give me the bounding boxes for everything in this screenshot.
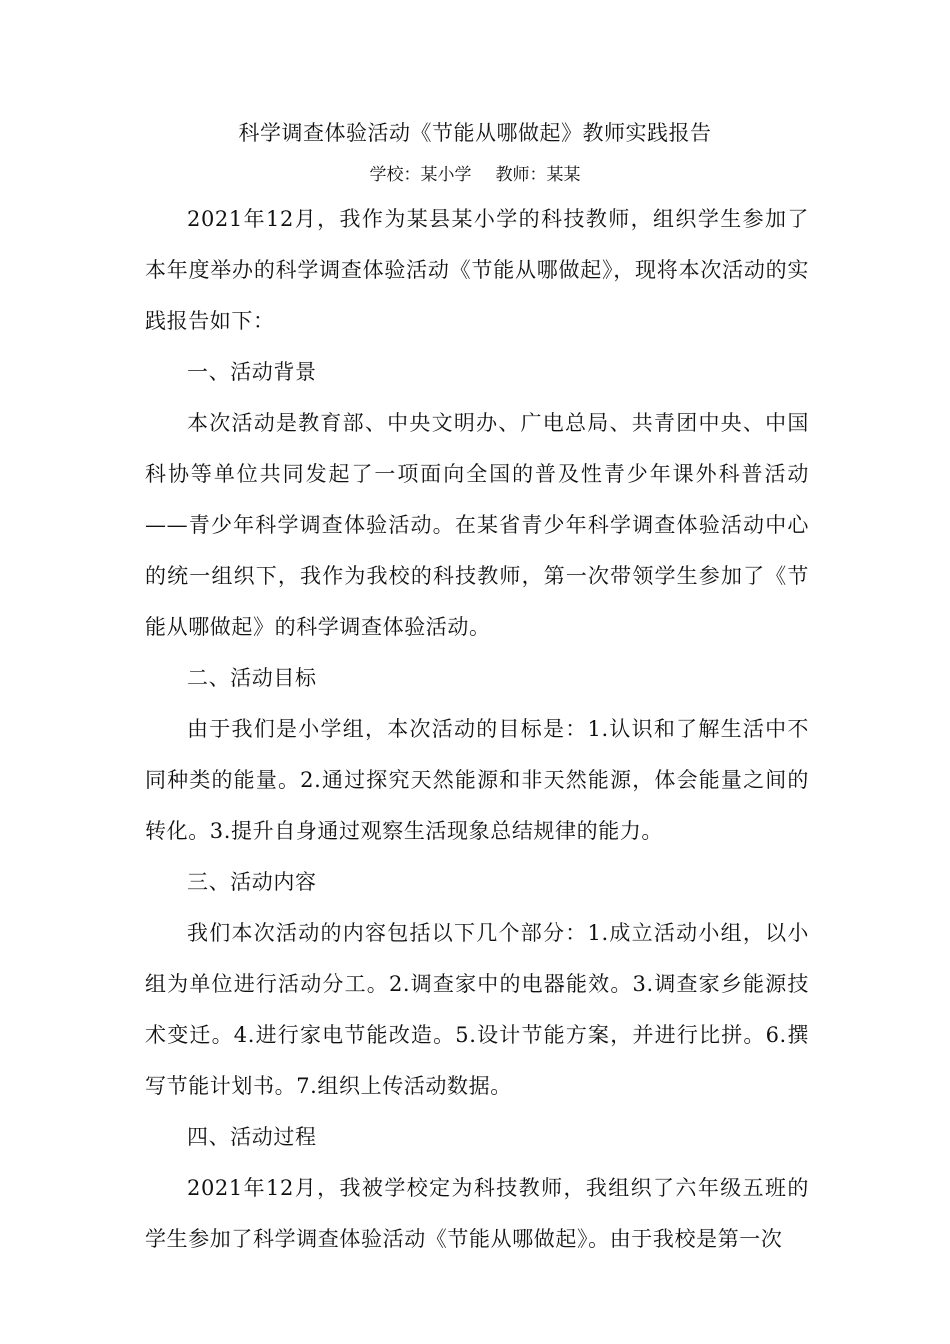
intro-paragraph: 2021年12月，我作为某县某小学的科技教师，组织学生参加了本年度举办的科学调查体验活动《节能从哪做起》，现将本次活动的实践报告如下： — [145, 207, 809, 333]
document-title: 科学调查体验活动《节能从哪做起》教师实践报告 — [238, 121, 712, 145]
content-paragraph: 我们本次活动的内容包括以下几个部分：1.成立活动小组，以小组为单位进行活动分工。2.调查家中的电器能效。3.调查家乡能源技术变迁。4.进行家电节能改造。5.设计节能方案，并进行比拼。6.撰写节能计划书。7.组织上传活动数据。 — [145, 921, 809, 1098]
section-heading-content: 三、活动内容 — [187, 870, 317, 894]
section-heading-background: 一、活动背景 — [187, 360, 317, 384]
teacher-label: 教师：某某 — [495, 165, 581, 185]
section-heading-goals: 二、活动目标 — [187, 666, 317, 690]
author-line — [0, 161, 950, 189]
section-heading-process: 四、活动过程 — [187, 1125, 317, 1149]
school-label: 学校：某小学 — [369, 165, 472, 185]
goals-paragraph: 由于我们是小学组，本次活动的目标是：1.认识和了解生活中不同种类的能量。2.通过探究天然能源和非天然能源，体会能量之间的转化。3.提升自身通过观察生活现象总结规律的能力。 — [145, 717, 809, 843]
process-paragraph: 2021年12月，我被学校定为科技教师，我组织了六年级五班的学生参加了科学调查体验活动《节能从哪做起》。由于我校是第一次 — [145, 1176, 809, 1251]
report-body — [145, 194, 809, 1265]
background-paragraph: 本次活动是教育部、中央文明办、广电总局、共青团中央、中国科协等单位共同发起了一项面向全国的普及性青少年课外科普活动——青少年科学调查体验活动。在某省青少年科学调查体验活动中心的统一组织下，我作为我校的科技教师，第一次带领学生参加了《节能从哪做起》的科学调查体验活动。 — [145, 411, 809, 639]
